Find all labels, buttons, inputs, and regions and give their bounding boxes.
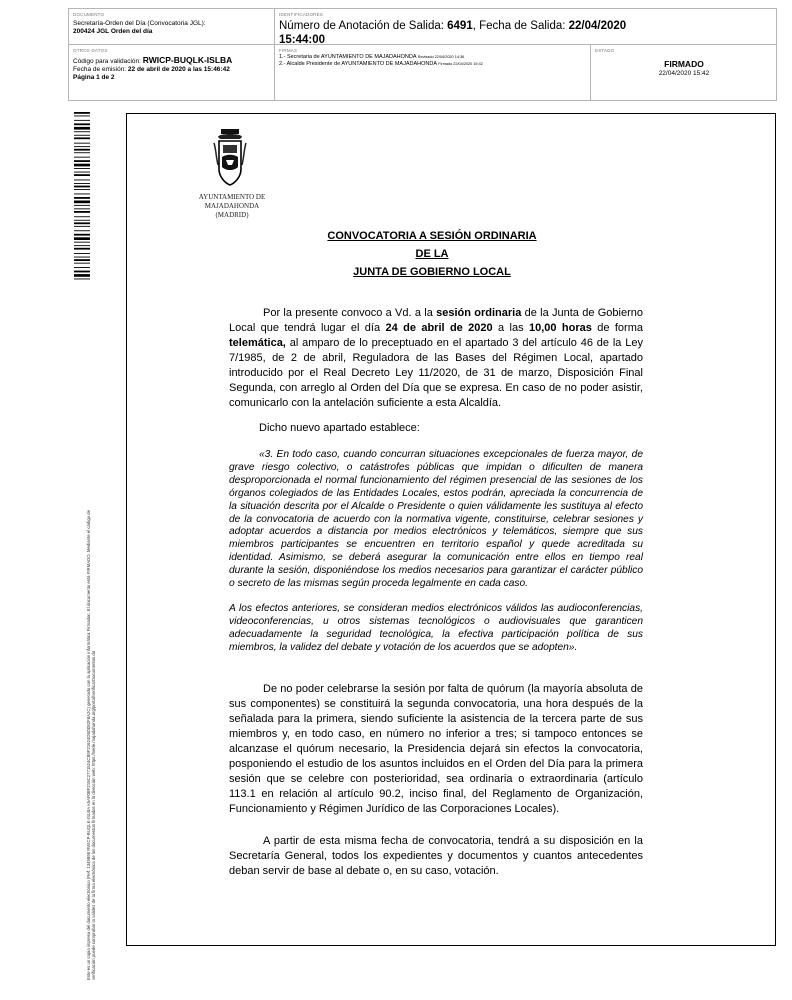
barcode-icon	[74, 112, 90, 282]
validation-info	[73, 56, 270, 82]
signature-2	[279, 61, 586, 68]
registry-entry	[279, 19, 773, 45]
registry-mid: , Fecha de Salida:	[472, 20, 569, 32]
p1-text-i: al amparo de lo preceptuado en el apartado 3 del artículo 46 de la Ley 7/1985, de 2 de abril, Reguladora de las Bases del Régimen Local, apartado introducido por el Real Decreto Ley 11/2020, de 31 de marzo, Disposición Final Segunda, con arreglo al Orden del Día que se expresa. En caso de no poder asistir, comunicarlo con la antelación suficiente a esta Alcaldía.	[229, 337, 643, 409]
municipality-line1: AYUNTAMIENTO DE	[198, 193, 266, 201]
signature-2-detail: Firmado 22/04/2020 15:42	[438, 62, 483, 66]
document-title-line2: 200424 JGL Orden del día	[73, 28, 153, 35]
quorum-paragraph: De no poder celebrarse la sesión por falta de quórum (la mayoría absoluta de sus componentes) se constituirá la segunda convocatoria, una hora después de la señalada para la primera, siendo suficiente la asistencia de la tercera parte de sus miembros y, en todo caso, en número no inferior a tres; si tampoco entonces se alcanzase el quórum necesario, la Presidencia dejará sin efectos la convocatoria, posponiendo el estudio de los asuntos incluidos en el Orden del Día para la primera sesión que se celebre con posterioridad, sea ordinaria o extraordinaria (artículo 113.1 en relación al artículo 90.2, inciso final, del Reglamento de Organización, Funcionamiento y Régimen Jurídico de las Corporaciones Locales).	[229, 682, 643, 815]
registry-date: 22/04/2020	[568, 20, 627, 32]
page-title	[277, 227, 587, 281]
p1-text-a: Por la presente convoco a Vd. a la	[263, 307, 437, 319]
signature-header	[68, 8, 777, 101]
title-line1: CONVOCATORIA A SESIÓN ORDINARIA	[327, 230, 537, 242]
document-body	[229, 306, 643, 879]
otros-datos-caption: OTROS DATOS	[73, 48, 108, 53]
estado-cell	[591, 45, 777, 101]
signature-2-text: 2.- Alcalde Presidente de AYUNTAMIENTO DE MAJADAHONDA	[279, 61, 437, 67]
coat-of-arms-icon	[212, 127, 248, 189]
document-title	[73, 20, 270, 36]
verification-line2: verificación puede comprobar la validez de la firma electrónica de los documentos firmados en la dirección web: https://sede.majadahonda.org/portal/verificarDocumentos.do	[91, 650, 97, 980]
verification-side-text	[86, 290, 97, 980]
document-title-line1: Secretaría-Orden del Día (Convocatoria JGL):	[73, 20, 206, 27]
convocation-paragraph	[229, 306, 643, 411]
page-indicator: Página 1 de 2	[73, 74, 115, 81]
p1-text-c: de la Junta de Gobierno Local que tendrá lugar el día	[229, 307, 643, 334]
municipality-line3: (MADRID)	[215, 211, 249, 219]
title-line2: DE LA	[415, 248, 449, 260]
p1-text-g: de forma	[591, 322, 643, 334]
otros-datos-cell	[69, 45, 275, 101]
title-line3: JUNTA DE GOBIERNO LOCAL	[353, 266, 511, 278]
fecha-emision-value: 22 de abril de 2020 a las 15:46:42	[127, 66, 230, 73]
registry-number: 6491	[447, 20, 473, 32]
identificadores-cell	[275, 9, 777, 45]
estado-caption: ESTADO	[595, 48, 615, 53]
p1-text-e: a las	[492, 322, 529, 334]
validation-code[interactable]: RWICP-BUQLK-ISLBA	[142, 55, 233, 65]
codigo-label: Código para validación:	[73, 58, 143, 65]
quoted-law-paragraph-2: A los efectos anteriores, se consideran medios electrónicos válidos las audioconferencias, videoconferencias, u otros sistemas tecnológicos o audiovisuales que garanticen adecuadamente la seguridad tecnológica, la efectiva participación política de sus miembros, la validez del debate y votación de los acuerdos que se adopten».	[229, 602, 643, 653]
signature-1-detail: Revisado 22/04/2020 14:36	[417, 55, 465, 59]
identificadores-caption: IDENTIFICADORES	[279, 12, 324, 17]
session-mode: telemática,	[229, 337, 286, 349]
municipality-line2: MAJADAHONDA	[204, 202, 260, 210]
verification-line1: Este es un copia impresa del documento electrónico (Ref: 1349898 RWICP-BUQLK-ISLBA A5AF0BF218C2771524CB9F21624D6D052F8A2C) generado con la aplicación informática Firmadoc. El documento está FIRMADO. Mediante el código de	[86, 510, 91, 980]
quoted-law-paragraph-1: «3. En todo caso, cuando concurran situaciones excepcionales de fuerza mayor, de grave riesgo colectivo, o catástrofes públicas que impidan o dificulten de manera desproporcionada el normal funcionamiento del régimen presencial de las sesiones de los órganos colegiados de las Entidades Locales, estos podrán, apreciada la concurrencia de la situación descrita por el Alcalde o Presidente o quien válidamente les sustituya al efecto de la convocatoria de acuerdo con la normativa vigente, constituirse, celebrar sesiones y adoptar acuerdos a distancia por medios electrónicos y telemáticos, siempre que sus miembros participantes se encuentren en territorio español y quede acreditada su identidad. Asimismo, se deberá asegurar la comunicación entre ellos en tiempo real durante la sesión, disponiéndose los medios necesarios para garantizar el carácter público o secreto de las mismas según proceda legalmente en cada caso.	[229, 449, 643, 590]
fecha-emision-label: Fecha de emisión:	[73, 66, 128, 73]
status-date: 22/04/2020 15:42	[658, 70, 710, 77]
signature-1	[279, 54, 586, 61]
intro-quote-paragraph: Dicho nuevo apartado establece:	[259, 422, 420, 434]
signature-1-text: 1.- Secretaria de AYUNTAMIENTO DE MAJADAHONDA	[279, 54, 417, 60]
registry-time: 15:44:00	[279, 34, 326, 45]
firmas-cell	[275, 45, 591, 101]
document-page	[126, 113, 776, 946]
status-badge: FIRMADO	[664, 59, 704, 69]
documento-cell	[69, 9, 275, 45]
session-type: sesión ordinaria	[436, 307, 522, 319]
documento-caption: DOCUMENTO	[73, 12, 105, 17]
municipality-label	[187, 193, 277, 220]
registry-prefix: Número de Anotación de Salida:	[279, 20, 448, 32]
session-time: 10,00 horas	[528, 322, 592, 334]
session-date: 24 de abril de 2020	[385, 322, 493, 334]
firmas-caption: FIRMAS	[279, 48, 298, 53]
documents-availability-paragraph: A partir de esta misma fecha de convocatoria, tendrá a su disposición en la Secretaría General, todos los expedientes y documentos y cuantos antecedentes deban servir de base al debate o, en su caso, votación.	[229, 834, 643, 877]
